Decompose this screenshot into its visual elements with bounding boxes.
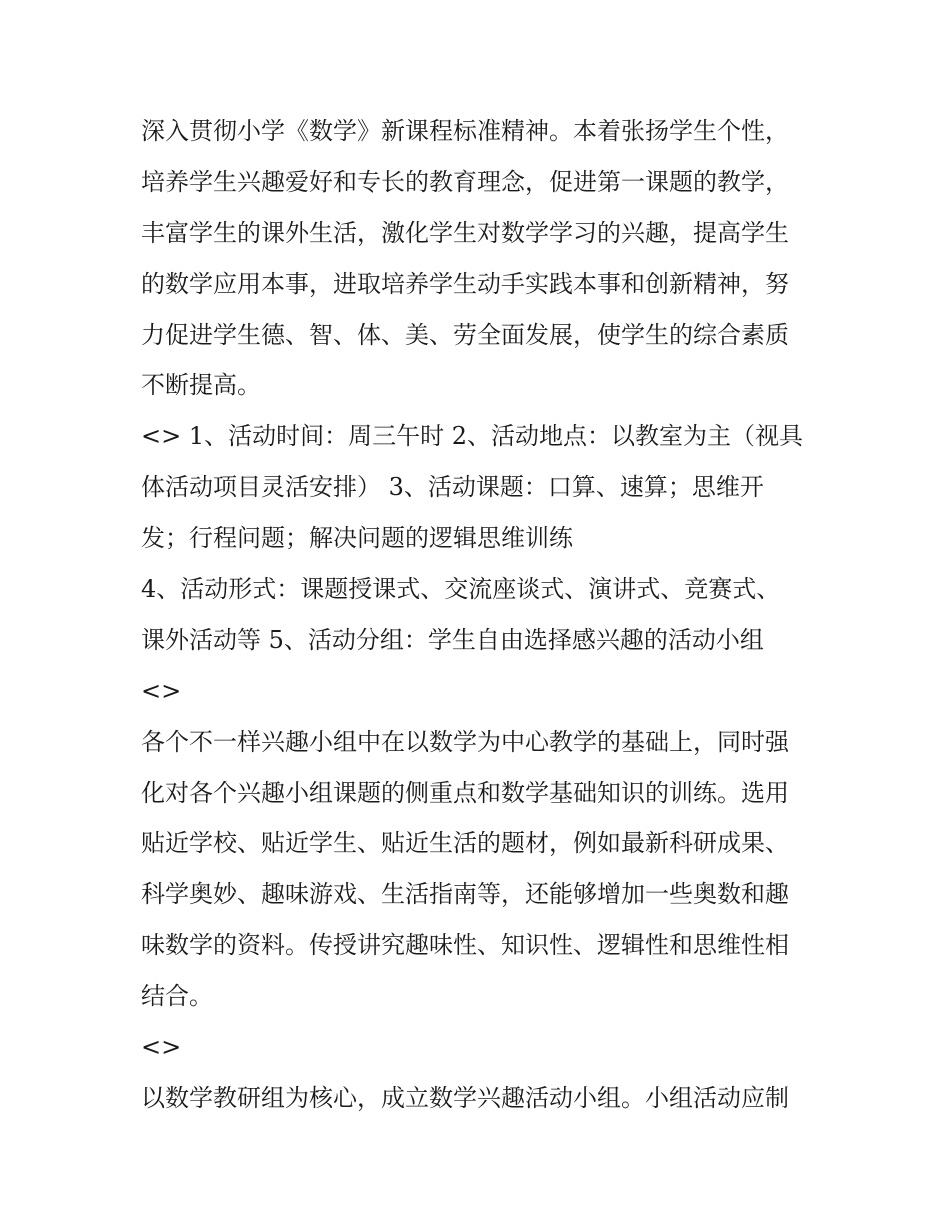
text-line: 贴近学校、贴近学生、贴近生活的题材，例如最新科研成果、 bbox=[141, 829, 789, 858]
text-line: 体活动项目灵活安排） 3、活动课题：口算、速算；思维开 bbox=[141, 473, 764, 502]
text-line: <> bbox=[141, 1033, 182, 1062]
text-line: 科学奥妙、趣味游戏、生活指南等，还能够增加一些奥数和趣 bbox=[141, 880, 789, 909]
text-line: <> 1、活动时间：周三午时 2、活动地点：以教室为主（视具 bbox=[141, 422, 804, 451]
text-line: 不断提高。 bbox=[141, 371, 261, 400]
text-line: <> bbox=[141, 676, 182, 705]
text-line: 结合。 bbox=[141, 982, 213, 1011]
text-line: 的数学应用本事，进取培养学生动手实践本事和创新精神，努 bbox=[141, 269, 789, 298]
text-line: 力促进学生德、智、体、美、劳全面发展，使学生的综合素质 bbox=[141, 320, 789, 349]
text-line: 4、活动形式：课题授课式、交流座谈式、演讲式、竞赛式、 bbox=[141, 575, 781, 604]
text-line: 各个不一样兴趣小组中在以数学为中心教学的基础上，同时强 bbox=[141, 727, 789, 756]
text-line: 丰富学生的课外生活，激化学生对数学学习的兴趣，提高学生 bbox=[141, 218, 789, 247]
text-line: 味数学的资料。传授讲究趣味性、知识性、逻辑性和思维性相 bbox=[141, 931, 789, 960]
text-line: 发；行程问题；解决问题的逻辑思维训练 bbox=[141, 524, 573, 553]
text-line: 培养学生兴趣爱好和专长的教育理念，促进第一课题的教学， bbox=[141, 167, 789, 196]
document-body bbox=[141, 106, 821, 1124]
text-line: 化对各个兴趣小组课题的侧重点和数学基础知识的训练。选用 bbox=[141, 778, 789, 807]
text-line: 课外活动等 5、活动分组：学生自由选择感兴趣的活动小组 bbox=[141, 625, 764, 654]
text-line: 以数学教研组为核心，成立数学兴趣活动小组。小组活动应制 bbox=[141, 1083, 789, 1112]
text-line: 深入贯彻小学《数学》新课程标准精神。本着张扬学生个性， bbox=[141, 117, 789, 145]
